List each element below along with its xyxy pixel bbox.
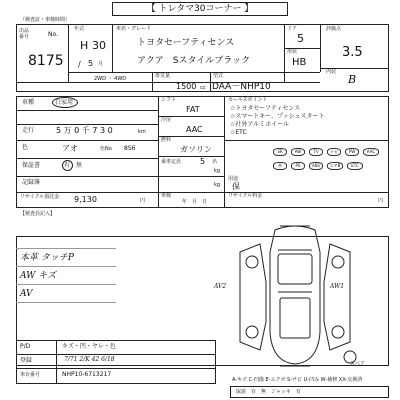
year-label: 年式 (74, 26, 85, 32)
car-roof (278, 254, 312, 284)
reg-label: 登録 (20, 357, 33, 364)
note-line-3: AV (20, 289, 33, 299)
diagram-label-left: AV2 (214, 283, 227, 290)
selling-point-2: ☆スマートキー、プッシュスタート (230, 113, 325, 120)
opt-tv: TV (309, 148, 323, 156)
month-unit: 月 (98, 61, 104, 67)
opt-navi: ナビ (327, 148, 341, 156)
fuel-label: 燃料 (161, 137, 172, 143)
cc-unit: cc (200, 85, 206, 91)
selling-point-1: ☆トヨタセーフティセンス (230, 105, 301, 112)
header-top-note: （検査証・車検時間） (20, 17, 71, 23)
wheel-rear-right (332, 326, 344, 338)
shift-label: シフト (161, 97, 177, 103)
corner-banner: 【 トレタマ30コーナー 】 (112, 2, 288, 16)
mileage-unit: km (138, 129, 146, 135)
doors-label: ドア (287, 26, 297, 32)
capacity-value: 5 (200, 157, 206, 166)
interior-value: B (348, 73, 357, 86)
tools-row: 取説 有 無 ジャッキ 有 (236, 389, 301, 395)
opt-abs: ABS (309, 162, 323, 170)
car-trunk (280, 298, 310, 338)
color-code: 8S6 (124, 145, 136, 152)
interior-label: 内装 (326, 69, 337, 75)
selling-point-4: ☆ETC (230, 129, 247, 136)
year-month: 5 (88, 59, 94, 68)
doors-value: 5 (297, 32, 304, 45)
cc-label: 排気量 (155, 73, 171, 79)
car-name: トヨタセーフティセンス (137, 38, 235, 48)
usage-value: 保 (232, 182, 240, 191)
deposit-label: リサイクル預託金 (20, 194, 60, 200)
opt-airbag: エアB (327, 162, 343, 170)
year-value: 30 (92, 39, 106, 52)
ac-value: AAC (186, 125, 203, 134)
shift-value: FAT (186, 105, 200, 114)
opt-leather: 革 (273, 162, 287, 170)
capacity-label: 乗車定員 (161, 159, 182, 165)
model-label: 型式 (213, 73, 224, 79)
opt-pw: PW (345, 148, 359, 156)
frame-label: 車台番号 (20, 372, 41, 378)
recycle-row: 有 無 (64, 162, 83, 169)
weight-unit-1: kg (214, 168, 221, 174)
drive-value: 2WD ・ 4WD (94, 76, 127, 82)
lot-label: 出品 番号 (19, 28, 30, 40)
model-grade: アクア Sスタイルブラック (137, 56, 251, 66)
capacity-unit: 名 (212, 159, 218, 165)
color-value: アオ (62, 144, 78, 153)
weight-unit-2: kg (214, 182, 221, 188)
grade-label: 車名・グレード (116, 26, 152, 32)
reserve-unit: 円 (378, 198, 384, 204)
wheel-front-right (332, 256, 344, 268)
opt-etc: ETC (347, 162, 363, 170)
opt-ps: PS (291, 162, 305, 170)
note-line-2: AW キズ (20, 271, 57, 281)
opt-aw: AW (291, 148, 305, 156)
car-diagram (230, 222, 360, 372)
inspection-unit: 年 月 日 (182, 199, 208, 205)
inspection-label: 車検 (161, 193, 172, 199)
kind-label: 車種 (22, 99, 35, 106)
body-value: HB (292, 57, 307, 68)
wheel-front-left (246, 256, 258, 268)
reg-value: 7/71 2/K 42 6/18 (64, 356, 115, 363)
body-label: 形状 (287, 49, 298, 55)
recycle-circle (62, 160, 73, 171)
opt-aac: AAC (363, 148, 379, 156)
pd-label: P/D (20, 343, 31, 350)
history-label: 記録簿 (22, 179, 41, 186)
color-code-label: 色No (100, 146, 112, 152)
inspection-notes-title: 【検査員記入】 (20, 211, 56, 217)
wheel-rear-left (246, 326, 258, 338)
model-code: DAA－NHP10 (212, 82, 271, 92)
deposit-unit: 円 (140, 198, 146, 204)
fuel-value: ガソリン (180, 145, 212, 154)
score-label: 評価点 (326, 26, 342, 32)
deposit-value: 9,130 (74, 195, 97, 204)
diagram-label-right: AW1 (330, 283, 345, 290)
pd-value: キズ・凹・ヤレ・色 (62, 343, 116, 350)
ac-label: 冷房 (161, 117, 172, 123)
bottom-frame (16, 340, 216, 384)
mileage-value: 5 万 0 千 7 3 0 (56, 126, 113, 135)
lot-no-label: No. (48, 31, 58, 38)
year-era: H (80, 39, 89, 52)
diagram-spare-label: スペア (350, 361, 366, 367)
frame-value: NHP10-6713217 (62, 371, 112, 378)
car-body-outline (270, 226, 320, 364)
selling-points-label: セールスポイント (228, 97, 268, 103)
kind-value: 白家用 (55, 99, 74, 106)
car-left-side (240, 244, 266, 350)
opt-sr: SR (273, 148, 287, 156)
cc-value: 1500 (176, 82, 197, 91)
damage-legend: A-キズ C-凹傷 E-エクボ S-サビ U-凹み W-補修 XX-交換済 (232, 377, 363, 383)
score-value: 3.5 (342, 45, 363, 60)
lot-number: 8175 (28, 53, 64, 69)
color-label: 色 (22, 144, 29, 151)
note-line-1: 本革 タッチP (20, 253, 74, 263)
reserve-label: リサイクル料金 (228, 193, 263, 199)
recycle-fee-label: 保証書 (22, 162, 41, 169)
selling-point-3: ☆社外アルミホイール (230, 121, 290, 128)
car-right-side (324, 244, 350, 350)
mileage-label: 走行 (22, 127, 35, 134)
usage-label: 用途 (228, 176, 239, 182)
